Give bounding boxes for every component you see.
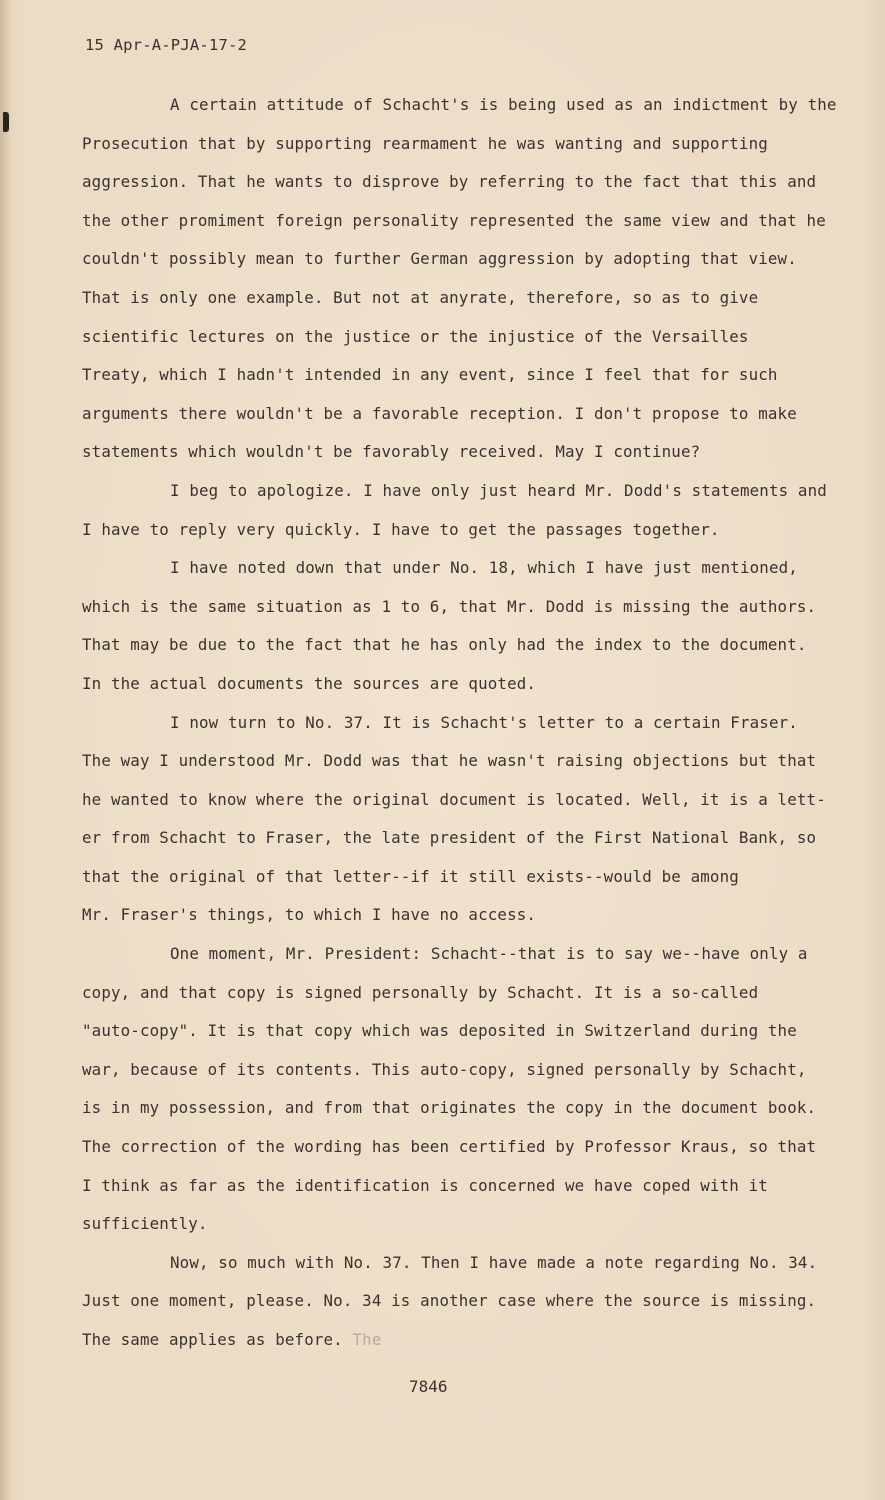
transcript-line	[82, 594, 852, 633]
transcript-line-text: which is the same situation as 1 to 6, that Mr. Dodd is missing the authors.	[82, 596, 817, 616]
page-header: 15 Apr-A-PJA-17-2	[85, 36, 248, 54]
transcript-line	[82, 478, 852, 517]
transcript-line-text: "auto-copy". It is that copy which was deposited in Switzerland during the	[82, 1021, 797, 1041]
transcript-line	[82, 208, 852, 247]
transcript-line-text: Just one moment, please. No. 34 is another case where the source is missing.	[82, 1291, 817, 1311]
transcript-line	[82, 1250, 852, 1289]
transcript-line	[82, 1095, 852, 1134]
transcript-line	[82, 671, 852, 710]
transcript-line	[82, 401, 852, 440]
transcript-line-text: I have noted down that under No. 18, which I have just mentioned,	[170, 558, 798, 578]
transcript-line	[82, 632, 852, 671]
page-number: 7846	[409, 1377, 448, 1396]
transcript-line	[82, 864, 852, 903]
transcript-line-text: That may be due to the fact that he has only had the index to the document.	[82, 635, 807, 655]
transcript-line	[82, 555, 852, 594]
transcript-line	[82, 362, 852, 401]
transcript-line-text: statements which wouldn't be favorably received. May I continue?	[82, 442, 701, 462]
faded-trailing-word: The	[352, 1330, 382, 1349]
binding-mark	[3, 112, 9, 132]
transcript-line	[82, 1134, 852, 1173]
transcript-line	[82, 92, 852, 131]
transcript-line-text: The same applies as before.	[82, 1330, 343, 1349]
transcript-line	[82, 710, 852, 749]
transcript-line-text: In the actual documents the sources are quoted.	[82, 673, 537, 693]
transcript-line-text: couldn't possibly mean to further German aggression by adopting that view.	[82, 249, 797, 269]
transcript-line-text: he wanted to know where the original document is located. Well, it is a lett-	[82, 789, 826, 809]
transcript-line-text: I beg to apologize. I have only just heard Mr. Dodd's statements and	[170, 480, 827, 500]
transcript-line-text: Treaty, which I hadn't intended in any event, since I feel that for such	[82, 365, 778, 385]
transcript-line	[82, 1327, 852, 1366]
transcript-line-text: A certain attitude of Schacht's is being used as an indictment by the	[170, 95, 837, 114]
transcript-line	[82, 285, 852, 324]
transcript-line-text: Now, so much with No. 37. Then I have made a note regarding No. 34.	[170, 1252, 818, 1272]
transcript-line	[82, 131, 852, 170]
transcript-line	[82, 1288, 852, 1327]
transcript-line-text: I have to reply very quickly. I have to get the passages together.	[82, 519, 720, 539]
transcript-line-text: I now turn to No. 37. It is Schacht's letter to a certain Fraser.	[170, 712, 798, 732]
transcript-line-text: is in my possession, and from that originates the copy in the document book.	[82, 1098, 817, 1118]
transcript-line-text: war, because of its contents. This auto-copy, signed personally by Schacht,	[82, 1059, 807, 1079]
transcript-line	[82, 1018, 852, 1057]
transcript-line	[82, 748, 852, 787]
transcript-line-text: I think as far as the identification is concerned we have coped with it	[82, 1175, 768, 1195]
transcript-line	[82, 1211, 852, 1250]
transcript-body	[82, 92, 852, 1366]
transcript-line	[82, 980, 852, 1019]
transcript-line-text: That is only one example. But not at anyrate, therefore, so as to give	[82, 287, 759, 307]
transcript-line	[82, 787, 852, 826]
transcript-line-text: aggression. That he wants to disprove by referring to the fact that this and	[82, 172, 817, 192]
transcript-line-text: that the original of that letter--if it still exists--would be among	[82, 866, 739, 886]
transcript-line-text: scientific lectures on the justice or the injustice of the Versailles	[82, 326, 749, 346]
transcript-line	[82, 1173, 852, 1212]
transcript-line	[82, 825, 852, 864]
transcript-line-text: One moment, Mr. President: Schacht--that is to say we--have only a	[170, 944, 808, 964]
transcript-line	[82, 517, 852, 556]
transcript-line	[82, 439, 852, 478]
transcript-line-text: the other promiment foreign personality represented the same view and that he	[82, 210, 826, 230]
transcript-line-text: The correction of the wording has been certified by Professor Kraus, so that	[82, 1137, 817, 1157]
transcript-line-text: copy, and that copy is signed personally by Schacht. It is a so-called	[82, 982, 759, 1002]
transcript-line	[82, 902, 852, 941]
page-left-edge	[0, 0, 10, 1500]
transcript-line-text: Mr. Fraser's things, to which I have no access.	[82, 905, 537, 925]
transcript-line-text: sufficiently.	[82, 1214, 208, 1234]
transcript-line-text: er from Schacht to Fraser, the late president of the First National Bank, so	[82, 828, 817, 848]
transcript-line	[82, 941, 852, 980]
transcript-line	[82, 246, 852, 285]
transcript-line	[82, 324, 852, 363]
transcript-line-text: Prosecution that by supporting rearmament he was wanting and supporting	[82, 133, 768, 153]
transcript-line-text: The way I understood Mr. Dodd was that he wasn't raising objections but that	[82, 751, 817, 771]
transcript-line-text: arguments there wouldn't be a favorable reception. I don't propose to make	[82, 403, 797, 423]
transcript-line	[82, 169, 852, 208]
transcript-line	[82, 1057, 852, 1096]
